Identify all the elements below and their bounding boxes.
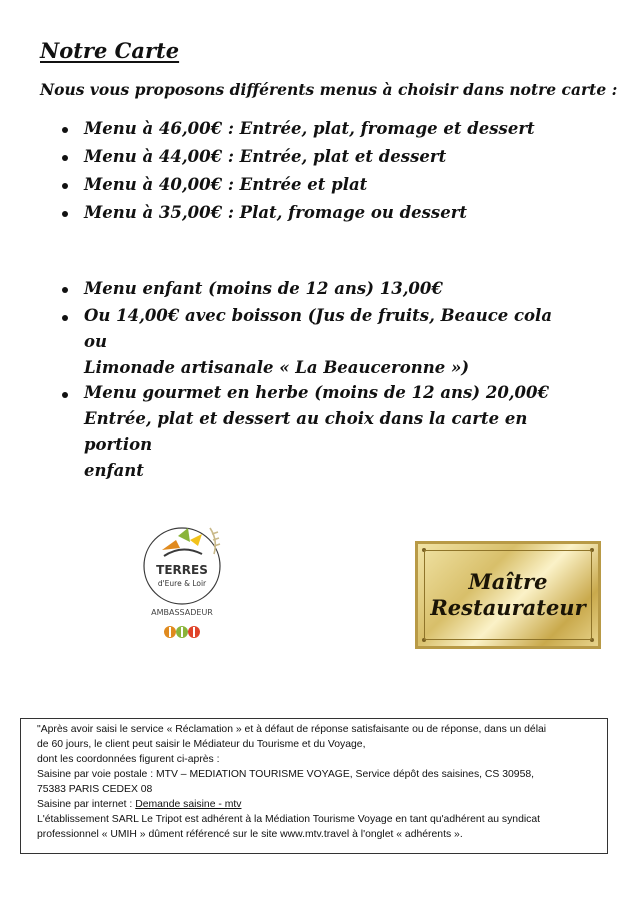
notice-line: "Après avoir saisi le service « Réclamation » et à défaut de réponse satisfaisante ou de réponse, dans un délai (37, 724, 547, 735)
notice-line: L'établissement SARL Le Tripot est adhérent à la Médiation Tourisme Voyage en tant qu'adhérent au syndicat (37, 814, 541, 825)
page-title: Notre Carte (40, 38, 180, 63)
logo-petal-green (178, 528, 190, 542)
notice-line: Saisine par voie postale : MTV – MEDIATION TOURISME VOYAGE, Service dépôt des saisines, CS 30958, (37, 769, 535, 780)
fork-icon (169, 627, 171, 637)
gourmet-menu-list (60, 380, 580, 484)
menu-list (60, 115, 580, 227)
logo-word-terres: TERRES (156, 563, 208, 577)
knife-icon (193, 627, 195, 637)
plaque-line-2: Restaurateur (430, 595, 586, 620)
gourmet-line-1: Menu gourmet en herbe (moins de 12 ans) 20,00€ (84, 383, 549, 402)
logo-petal-yellow (190, 534, 202, 546)
notice-line: de 60 jours, le client peut saisir le Médiateur du Tourisme et du Voyage, (37, 739, 366, 750)
kids-menu-list (60, 275, 580, 381)
logo-petal-orange (162, 540, 180, 550)
wheat-icon (210, 528, 220, 554)
terres-eure-loir-logo (140, 518, 250, 646)
notice-line: 75383 PARIS CEDEX 08 (37, 784, 153, 795)
logo-caption: AMBASSADEUR (151, 608, 213, 617)
plaque-frame (424, 550, 592, 640)
notice-internet-label: Saisine par internet : (37, 799, 136, 810)
kids-drink-item (60, 303, 580, 381)
gourmet-line-2: Entrée, plat et dessert au choix dans la carte en portion (84, 409, 528, 454)
kids-drink-line-2: Limonade artisanale « La Beauceronne ») (84, 358, 470, 377)
notice-line: dont les coordonnées figurent ci-après : (37, 754, 220, 765)
gourmet-line-3: enfant (84, 461, 144, 480)
kids-drink-line-1: Ou 14,00€ avec boisson (Jus de fruits, Beauce cola ou (84, 306, 553, 351)
gourmet-menu-item (60, 380, 580, 484)
notice-line: professionnel « UMIH » dûment référencé sur le site www.mtv.travel à l'onglet « adhérents ». (37, 829, 463, 840)
notice-line-internet (37, 797, 607, 812)
intro-text: Nous vous proposons différents menus à choisir dans notre carte : (40, 80, 618, 99)
spoon-icon (181, 627, 183, 637)
plaque-line-1: Maître (468, 569, 548, 594)
logo-word-eure-loir: d'Eure & Loir (157, 579, 207, 588)
menu-item: Menu à 46,00€ : Entrée, plat, fromage et dessert (60, 115, 580, 143)
kids-menu-item: Menu enfant (moins de 12 ans) 13,00€ (60, 275, 580, 303)
logo-hill (164, 549, 202, 556)
demande-saisine-link[interactable]: Demande saisine - mtv (135, 799, 242, 810)
menu-item: Menu à 35,00€ : Plat, fromage ou dessert (60, 199, 580, 227)
maitre-restaurateur-plaque (415, 541, 601, 649)
menu-item: Menu à 40,00€ : Entrée et plat (60, 171, 580, 199)
menu-item: Menu à 44,00€ : Entrée, plat et dessert (60, 143, 580, 171)
mediation-notice (20, 718, 608, 854)
terres-logo-graphic (140, 518, 250, 646)
